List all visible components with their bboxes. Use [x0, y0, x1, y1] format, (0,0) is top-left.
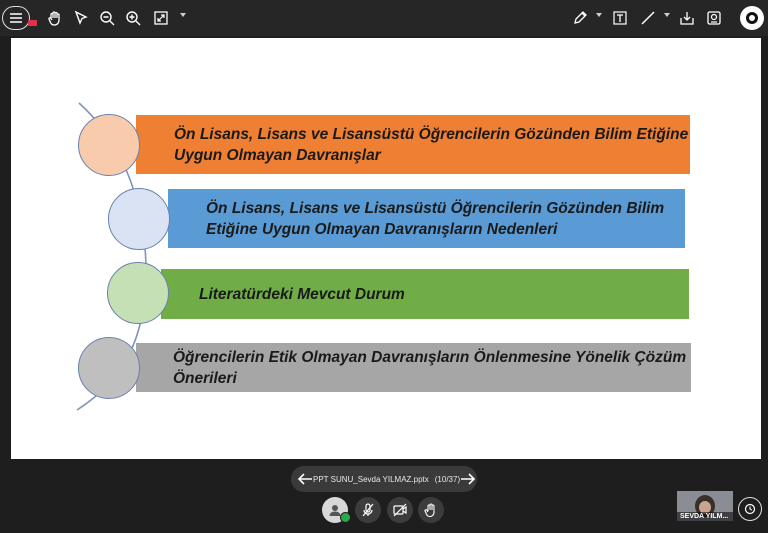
connector-curve	[11, 38, 761, 459]
participant-name-bar	[677, 512, 733, 521]
raise-hand-icon	[423, 502, 439, 518]
slide-item-3-text: Literatürdeki Mevcut Durum	[199, 285, 405, 303]
microphone-off-button[interactable]	[355, 497, 381, 523]
clock-icon	[744, 503, 756, 515]
page-indicator: (10/37)	[434, 474, 461, 484]
file-name: PPT SUNU_Sevda YILMAZ.pptx	[313, 474, 429, 484]
presentation-slide	[11, 38, 761, 459]
chevron-down-icon[interactable]	[596, 13, 602, 17]
slide-navigator	[291, 466, 477, 492]
file-label	[313, 475, 460, 484]
raise-hand-button[interactable]	[418, 497, 444, 523]
camera-off-button[interactable]	[387, 497, 413, 523]
next-slide-icon[interactable]	[460, 472, 476, 486]
microphone-off-icon	[360, 502, 376, 518]
text-icon[interactable]	[609, 7, 631, 29]
notification-badge	[28, 20, 37, 26]
download-icon[interactable]	[676, 7, 698, 29]
camera-off-icon	[392, 502, 408, 518]
slide-item-4-circle	[78, 337, 140, 399]
slide-item-1-circle	[78, 114, 140, 176]
chevron-down-icon[interactable]	[664, 13, 670, 17]
pen-icon[interactable]	[569, 7, 591, 29]
hand-icon[interactable]	[44, 7, 66, 29]
record-icon[interactable]	[740, 6, 764, 30]
clear-icon[interactable]	[703, 7, 725, 29]
slide-item-4	[136, 343, 691, 392]
top-toolbar	[0, 0, 768, 36]
participant-video[interactable]	[677, 491, 733, 521]
slide-item-4-text: Öğrencilerin Etik Olmayan Davranışların Önlenmesine Yönelik Çözüm Önerileri	[173, 348, 687, 387]
select-arrow-icon[interactable]	[70, 7, 92, 29]
slide-item-2-text: Ön Lisans, Lisans ve Lisansüstü Öğrencilerin Gözünden Bilim Etiğine Uygun Olmayan Davranışların Nedenleri	[206, 199, 665, 238]
timer-button[interactable]	[738, 497, 762, 521]
slide-item-3-circle	[107, 262, 169, 324]
slide-item-2-circle	[108, 188, 170, 250]
slide-item-3	[161, 269, 689, 319]
menu-icon[interactable]	[2, 6, 30, 30]
status-check-icon	[340, 512, 351, 523]
zoom-in-icon[interactable]	[122, 7, 144, 29]
chevron-down-icon[interactable]	[180, 13, 186, 17]
zoom-out-icon[interactable]	[96, 7, 118, 29]
participant-name: SEVDA YILM...	[680, 513, 729, 520]
previous-slide-icon[interactable]	[297, 472, 313, 486]
slide-item-2	[168, 189, 685, 248]
slide-item-1-text: Ön Lisans, Lisans ve Lisansüstü Öğrencilerin Gözünden Bilim Etiğine Uygun Olmayan Davranışlar	[174, 125, 689, 164]
slide-item-1	[136, 115, 690, 174]
line-icon[interactable]	[637, 7, 659, 29]
fit-screen-icon[interactable]	[150, 7, 172, 29]
